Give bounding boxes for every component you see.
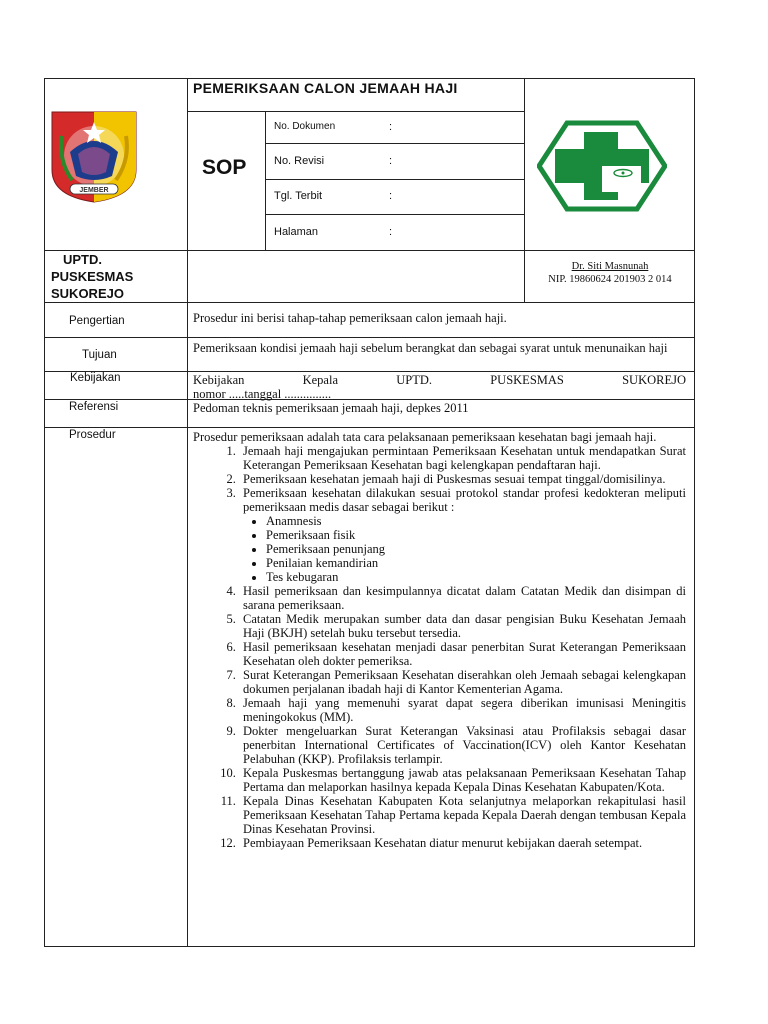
meta-label-no-revisi: No. Revisi [274,155,325,167]
org-line-sukorejo: SUKOREJO [51,286,124,301]
meta-label-no-dokumen: No. Dokumen [274,121,336,132]
list-item: 9. Dokter mengeluarkan Surat Keterangan Vaksinasi atau Profilaksis sebagai dasar penerbitan International Certificates of Vaccination(ICV) oleh Kantor Kesehatan Pelabuhan (KKP). Profilaksis terlampir. [239,724,686,766]
prosedur-content [193,430,686,850]
meta-colon-tgl-terbit: : [389,190,393,202]
label-tujuan: Tujuan [82,349,117,361]
list-item: 11. Kepala Dinas Kesehatan Kabupaten Kota selanjutnya melaporkan rekapitulasi hasil Pemeriksaan Kesehatan Tahap Pertama kepada Kepala Daerah dengan tembusan Kepala Dinas Kesehatan Provinsi. [239,794,686,836]
border-left [44,78,45,947]
divider-under-title [187,111,524,112]
kebijakan-line-1: Kebijakan Kepala UPTD. PUSKESMAS SUKOREJO [193,373,686,387]
medical-check-list [243,514,686,584]
list-item [239,486,686,584]
border-bottom [44,946,695,947]
list-item: 6. Hasil pemeriksaan kesehatan menjadi dasar penerbitan Surat Keterangan Pemeriksaan Kesehatan oleh dokter pemeriksa. [239,640,686,668]
divider-row-kebijakan [44,371,695,372]
sub-list-item: • Penilaian kemandirian [266,556,686,570]
divider-meta-3 [265,214,524,215]
tujuan-text: Pemeriksaan kondisi jemaah haji sebelum berangkat dan sebagai syarat untuk menunaikan haji [193,341,668,355]
sub-list-item: • Anamnesis [266,514,686,528]
divider-meta-2 [265,179,524,180]
document-title: PEMERIKSAAN CALON JEMAAH HAJI [193,80,458,96]
divider-meta-1 [265,143,524,144]
border-top [44,78,695,79]
list-item: 12. Pembiayaan Pemeriksaan Kesehatan diatur menurut kebijakan daerah setempat. [239,836,686,850]
meta-colon-halaman: : [389,226,393,238]
divider-right-logo-col [524,78,525,303]
label-prosedur: Prosedur [69,429,116,441]
kebijakan-line-2: nomor .....tanggal ............... [193,387,332,401]
signatory-name: Dr. Siti Masnunah [571,261,649,272]
list-item: 10. Kepala Puskesmas bertanggung jawab atas pelaksanaan Pemeriksaan Kesehatan Tahap Pertama dan melaporkan hasilnya kepada Kepala Dinas Kesehatan Kabupaten/Kota. [239,766,686,794]
list-item: 2. Pemeriksaan kesehatan jemaah haji di Puskesmas sesuai tempat tinggal/domisilinya. [239,472,686,486]
sub-list-item: • Pemeriksaan fisik [266,528,686,542]
meta-label-halaman: Halaman [274,226,319,238]
puskesmas-logo [537,120,667,212]
meta-colon-no-dokumen: : [389,121,393,133]
prosedur-intro: Prosedur pemeriksaan adalah tata cara pelaksanaan pemeriksaan kesehatan bagi jemaah haji. [193,430,657,444]
signatory-nip: NIP. 19860624 201903 2 014 [548,274,672,285]
list-item: 4. Hasil pemeriksaan dan kesimpulannya dicatat dalam Catatan Medik dan disimpan di sarana pemeriksaan. [239,584,686,612]
sub-list-item: • Tes kebugaran [266,570,686,584]
list-item-text: Pemeriksaan kesehatan dilakukan sesuai protokol standar profesi kedokteran meliputi pemeriksaan medis dasar sebagai berikut : [243,486,686,514]
referensi-text: Pedoman teknis pemeriksaan jemaah haji, depkes 2011 [193,401,469,415]
list-item: 8. Jemaah haji yang memenuhi syarat dapat segera diberikan imunisasi Meningitis meningokokus (MM). [239,696,686,724]
divider-row-prosedur [44,427,695,428]
label-referensi: Referensi [69,401,119,413]
list-item: 1. Jemaah haji mengajukan permintaan Pemeriksaan Kesehatan untuk mendapatkan Surat Keterangan Pemeriksaan Kesehatan bagi kelengkapan pendaftaran haji. [239,444,686,472]
org-line-uptd: UPTD. [63,252,102,267]
prosedur-steps [193,444,686,850]
border-right [694,78,695,947]
sub-list-item: • Pemeriksaan penunjang [266,542,686,556]
divider-logo-col [187,78,188,947]
regency-seal-logo [50,110,138,204]
sop-label: SOP [202,156,247,179]
meta-label-tgl-terbit: Tgl. Terbit [274,190,323,202]
list-item: 7. Surat Keterangan Pemeriksaan Kesehatan diserahkan oleh Jemaah sebagai kelengkapan dokumen perjalanan ibadah haji di Kantor Kementerian Agama. [239,668,686,696]
label-pengertian: Pengertian [69,315,125,327]
organization-name [51,251,171,302]
divider-row-pengertian [44,302,695,303]
kebijakan-text [193,373,686,401]
pengertian-text: Prosedur ini berisi tahap-tahap pemeriksaan calon jemaah haji. [193,311,507,325]
meta-colon-no-revisi: : [389,155,393,167]
org-line-puskesmas: PUSKESMAS [51,269,134,284]
svg-text:JEMBER: JEMBER [79,187,109,194]
list-item: 5. Catatan Medik merupakan sumber data dan dasar pengisian Buku Kesehatan Jemaah Haji (BKJH) setelah buku tersebut tersedia. [239,612,686,640]
label-kebijakan: Kebijakan [70,372,121,384]
divider-row-tujuan [44,337,695,338]
divider-sop-col [265,111,266,250]
